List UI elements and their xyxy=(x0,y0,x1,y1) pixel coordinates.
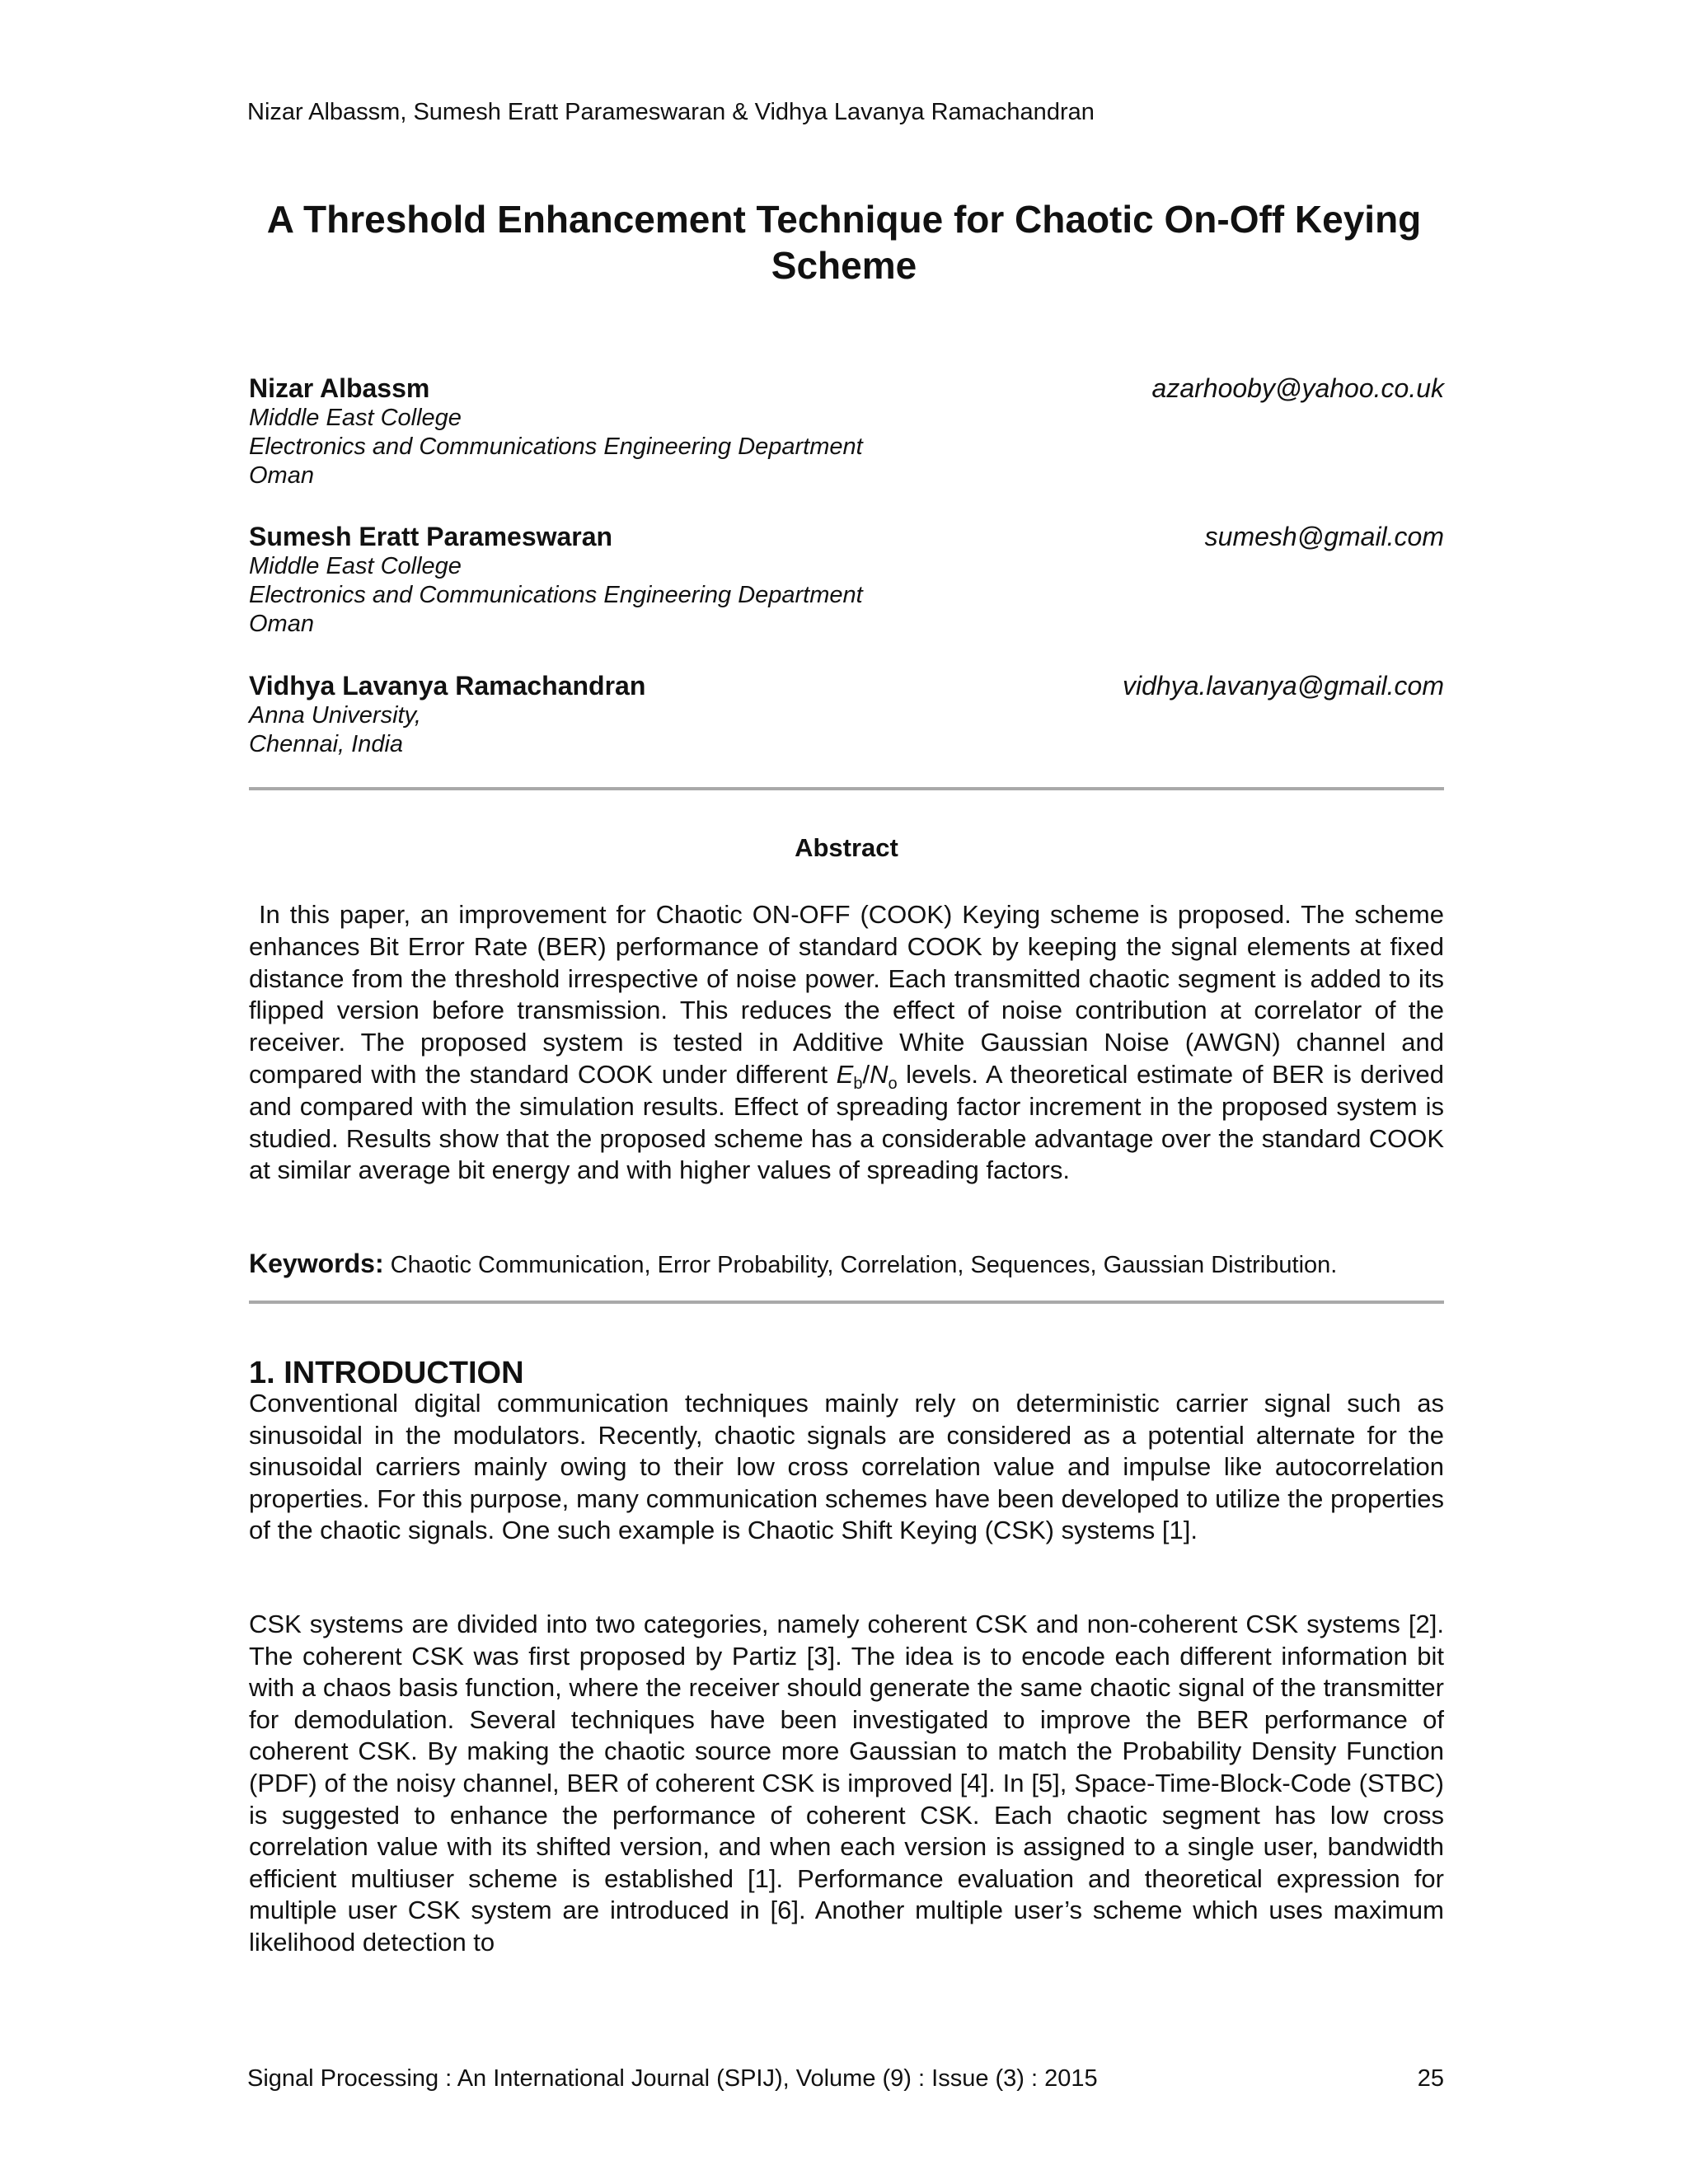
abstract-text xyxy=(249,899,1444,1187)
author-affiliation-line: Middle East College xyxy=(249,405,462,431)
paper-title: A Threshold Enhancement Technique for Chaotic On-Off Keying Scheme xyxy=(266,198,1422,287)
author-affiliation-line: Oman xyxy=(249,462,314,489)
divider-bottom xyxy=(249,1301,1444,1304)
section-heading-introduction: 1. INTRODUCTION xyxy=(249,1356,524,1390)
author-block-1 xyxy=(249,373,1444,490)
author-block-3 xyxy=(249,670,1444,759)
eb-symbol: E xyxy=(836,1059,854,1089)
author-email[interactable]: sumesh@gmail.com xyxy=(1204,522,1444,551)
author-email[interactable]: vidhya.lavanya@gmail.com xyxy=(1123,671,1444,701)
footer-journal: Signal Processing : An International Journal (SPIJ), Volume (9) : Issue (3) : 2015 xyxy=(247,2065,1098,2092)
author-name: Vidhya Lavanya Ramachandran xyxy=(249,671,646,701)
intro-paragraph-1: Conventional digital communication techniques mainly rely on deterministic carrier signal such as sinusoidal in the modulators. Recently, chaotic signals are considered as a potential alternate for the sinusoidal carriers mainly owing to their low cross correlation value and impulse like autocorrelation properties. For this purpose, many communication schemes have been developed to utilize the properties of the chaotic signals. One such example is Chaotic Shift Keying (CSK) systems [1]. xyxy=(249,1389,1444,1545)
author-email[interactable]: azarhooby@yahoo.co.uk xyxy=(1151,373,1444,403)
author-affiliation-line: Chennai, India xyxy=(249,731,404,757)
author-name: Sumesh Eratt Parameswaran xyxy=(249,522,613,551)
eb-subscript: b xyxy=(853,1075,863,1094)
no-symbol: N xyxy=(870,1059,889,1089)
intro-paragraph-2: CSK systems are divided into two categories, namely coherent CSK and non-coherent CSK systems [2]. The coherent CSK was first proposed by Partiz [3]. The idea is to encode each different information bit with a chaos basis function, where the receiver should generate the same chaotic signal of the transmitter for demodulation. Several techniques have been investigated to improve the BER performance of coherent CSK. By making the chaotic source more Gaussian to match the Probability Density Function (PDF) of the noisy channel, BER of coherent CSK is improved [4]. In [5], Space-Time-Block-Code (STBC) is suggested to enhance the performance of coherent CSK. Each chaotic segment has low cross correlation value with its shifted version, and when each version is assigned to a single user, bandwidth efficient multiuser scheme is established [1]. Performance evaluation and theoretical expression for multiple user CSK system are introduced in [6]. Another multiple user’s scheme which uses maximum likelihood detection to xyxy=(249,1610,1444,1957)
author-affiliation-line: Middle East College xyxy=(249,553,462,579)
author-name: Nizar Albassm xyxy=(249,373,430,403)
author-block-2 xyxy=(249,521,1444,639)
keywords-label: Keywords: xyxy=(249,1249,384,1278)
author-affiliation-line: Anna University, xyxy=(249,702,421,729)
page-number: 25 xyxy=(1417,2065,1444,2092)
ratio-slash: / xyxy=(862,1059,870,1089)
divider-top xyxy=(249,787,1444,790)
author-affiliation-line: Oman xyxy=(249,611,314,637)
author-affiliation-line: Electronics and Communications Engineering Department xyxy=(249,434,863,460)
author-affiliation-line: Electronics and Communications Engineering Department xyxy=(249,582,863,608)
abstract-text-part2: levels. A theoretical estimate of BER is derived and compared with the simulation results. Effect of spreading factor increment in the proposed system is studied. Results show that the proposed scheme has a considerable advantage over the standard COOK at similar average bit energy and with higher values of spreading factors. xyxy=(249,1059,1445,1185)
keywords-line xyxy=(249,1248,1444,1281)
abstract-heading: Abstract xyxy=(795,833,898,862)
abstract-text-part1: In this paper, an improvement for Chaotic ON-OFF (COOK) Keying scheme is proposed. The scheme enhances Bit Error Rate (BER) performance of standard COOK by keeping the signal elements at fixed distance from the threshold irrespective of noise power. Each transmitted chaotic segment is added to its flipped version before transmission. This reduces the effect of noise contribution at correlator of the receiver. The proposed system is tested in Additive White Gaussian Noise (AWGN) channel and compared with the standard COOK under different xyxy=(249,900,1444,1089)
keywords-text: Chaotic Communication, Error Probability, Correlation, Sequences, Gaussian Distribution. xyxy=(383,1252,1338,1278)
no-subscript: o xyxy=(888,1075,898,1094)
running-head: Nizar Albassm, Sumesh Eratt Parameswaran & Vidhya Lavanya Ramachandran xyxy=(247,99,1095,125)
